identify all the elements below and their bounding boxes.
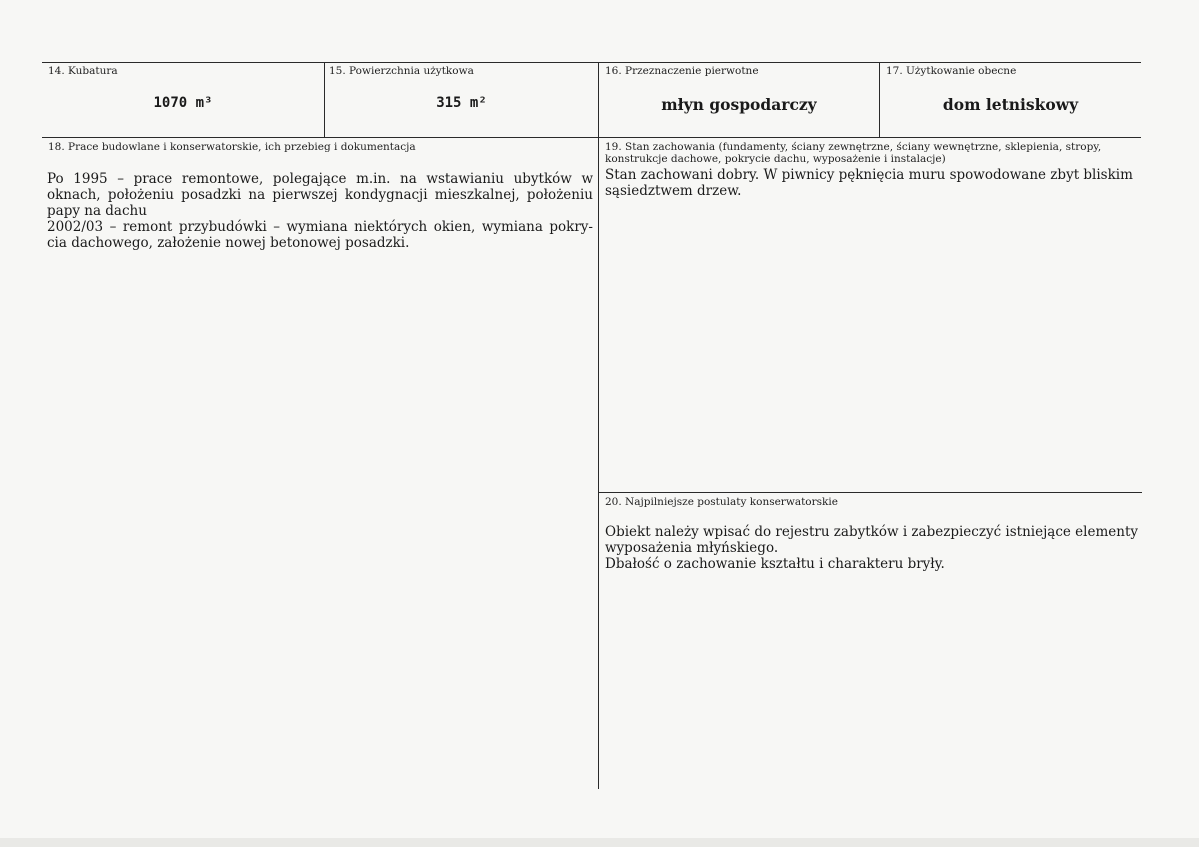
field-16-value: młyn gospodarczy <box>661 95 817 114</box>
field-14-label: 14. Kubatura <box>48 65 118 77</box>
field-20-text <box>605 524 1138 572</box>
field-18-line: 2002/03 – remont przybudówki – wymiana niektórych okien, wymiana pokry- <box>47 219 593 235</box>
field-17-label: 17. Użytkowanie obecne <box>886 65 1017 77</box>
field-17-value: dom letniskowy <box>942 95 1079 114</box>
field-19-line: sąsiedztwem drzew. <box>605 183 742 199</box>
field-18-line: cia dachowego, założenie nowej betonowej posadzki. <box>47 235 410 251</box>
divider-main <box>598 137 599 789</box>
field-18-line: oknach, położeniu posadzki na pierwszej kondygnacji mieszkalnej, położeniu <box>47 187 593 203</box>
field-18-label: 18. Prace budowlane i konserwatorskie, ich przebieg i dokumentacja <box>48 141 416 153</box>
field-19-label <box>605 141 1141 165</box>
header-bottom-rule <box>42 137 1141 138</box>
field-20-label: 20. Najpilniejsze postulaty konserwatorskie <box>605 496 838 508</box>
field-19-text <box>605 167 1137 199</box>
field-14-value: 1070 m³ <box>153 95 213 111</box>
field-20-line: wyposażenia młyńskiego. <box>605 540 779 556</box>
field-20-line: Obiekt należy wpisać do rejestru zabytków i zabezpieczyć istniejące elementy <box>605 524 1139 540</box>
field-20-line: Dbałość o zachowanie kształtu i charakteru bryły. <box>605 556 945 572</box>
scan-bottom-edge <box>0 838 1199 847</box>
field-19-label-line: konstrukcje dachowe, pokrycie dachu, wyposażenie i instalacje) <box>605 153 946 165</box>
field-15-value: 315 m² <box>436 95 487 111</box>
field-19-label-line: 19. Stan zachowania (fundamenty, ściany zewnętrzne, ściany wewnętrzne, sklepienia, stropy, <box>605 141 1102 153</box>
field-18-line: Po 1995 – prace remontowe, polegające m.in. na wstawianiu ubytków w <box>47 171 593 187</box>
field-15-label: 15. Powierzchnia użytkowa <box>329 65 474 77</box>
field-18-line: papy na dachu <box>47 203 147 219</box>
rule-field-20 <box>598 492 1142 493</box>
field-19-line: Stan zachowani dobry. W piwnicy pęknięcia muru spowodowane zbyt bliskim <box>605 167 1133 183</box>
field-18-text <box>47 171 593 251</box>
field-16-label: 16. Przeznaczenie pierwotne <box>605 65 759 77</box>
header-top-rule <box>42 62 1141 63</box>
